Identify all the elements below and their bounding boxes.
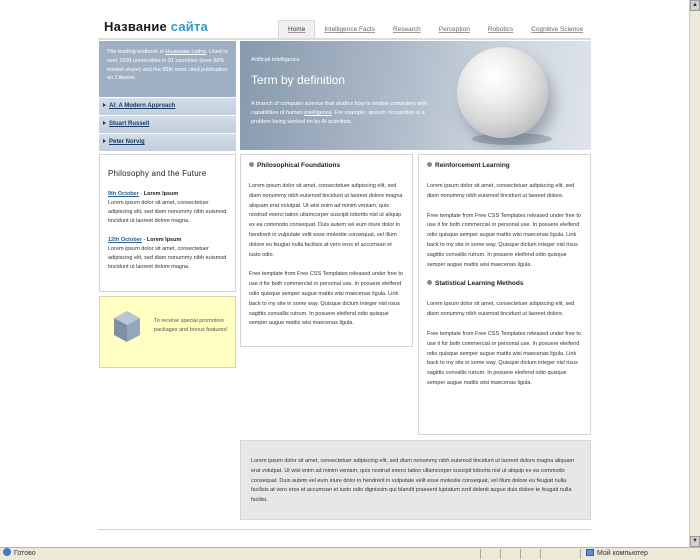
logo-accent-text: сайта — [170, 19, 208, 34]
bullet-icon — [427, 280, 432, 285]
scroll-down-icon[interactable]: ▼ — [690, 536, 700, 547]
status-zone — [586, 548, 648, 560]
status-ready-text: Готово — [14, 550, 36, 557]
news-headline: Lorem Ipsum — [146, 237, 182, 243]
promo-box[interactable] — [99, 296, 236, 368]
status-separator — [500, 549, 501, 559]
sphere-image — [457, 47, 548, 138]
paragraph: Free template from Free CSS Templates released under free to use it for both commercial or personal use. In posuere eleifend odio quisque semper augue mattis wisi maecenas ligula. Link back to my site in some way. Quisque dictum integer nisl risus sagittis convallis rutrum. In posuere eleifend odio quisque semper augue mattis wisi maecenas ligula. — [427, 212, 581, 268]
nav-tab-cognitive-science[interactable] — [522, 20, 592, 38]
book-item-stuart-russell[interactable] — [99, 115, 236, 133]
intro-box — [99, 41, 236, 97]
news-item — [108, 190, 227, 226]
status-bar — [0, 547, 700, 560]
cube-icon — [112, 309, 142, 345]
news-body: Lorem ipsum dolor sit amet, consectetuer adipiscing elit, sed diam nonummy nibh euismod tincidunt ut laoreet dolore magna. — [108, 246, 227, 270]
book-item-label: AI: A Modern Approach — [109, 103, 176, 109]
footer-text-box: Lorem ipsum dolor sit amet, consectetuer adipiscing elit, sed diam nonummy nibh euismod tincidunt ut laoreet dolore magna aliquam erat volutpat. Ut wisi enim ad minim veniam, quis nostrud exerci tation ullamcorper suscipit lobortis nisl ut aliquip ex ea commodo consequat. Duis autem vel eum iriure dolor in hendrerit in vulputate velit esse molestie consequat, vel illum dolore eu feugiat nulla facilisis at vero eros et accumsan et iusto odio dignissim qui blandit praesent luptatum zzril delenit augue duis dolore te feugait nulla facilisi. — [240, 440, 591, 520]
section-heading — [427, 280, 582, 287]
philosophy-box — [99, 154, 236, 292]
status-separator — [520, 549, 521, 559]
intro-text-rest: . Used in over 1000 universities in 91 countries (over 90% market share) and the 89th most cited publication on Citeseer. — [107, 49, 228, 82]
logo-main-text: Название — [104, 19, 167, 34]
book-item-peter-norvig[interactable] — [99, 133, 236, 151]
nav-tab-home[interactable] — [278, 20, 315, 38]
banner-desc-text: A branch of computer science that studies how to endow computers with capabilities of human — [251, 101, 428, 116]
nav-tab-label: Robotics — [487, 26, 514, 33]
status-separator — [580, 549, 581, 559]
news-body: Lorem ipsum dolor sit amet, consectetuer adipiscing elit, sed diam nonummy nibh euismod tincidunt ut laoreet dolore magna. — [108, 200, 227, 224]
arrow-right-icon — [103, 121, 106, 125]
news-headline: Lorem Ipsum — [143, 191, 179, 197]
status-separator — [540, 549, 541, 559]
section-heading — [249, 162, 404, 169]
paragraph: Free template from Free CSS Templates released under free to use it for both commercial or personal use. In posuere eleifend odio quisque semper augue mattis wisi maecenas ligula. Link back to my site in some way. Quisque dictum integer nisl risus sagittis convallis rutrum. In posuere eleifend odio quisque semper augue mattis wisi maecenas ligula. — [249, 271, 403, 327]
paragraph: Lorem ipsum dolor sit amet, consectetuer adipiscing elit, sed diam nonummy nibh euismod tincidunt ut laoreet dolore. — [427, 301, 575, 318]
nav-tab-research[interactable] — [384, 20, 430, 38]
section-heading-text: Statistical Learning Methods — [435, 280, 524, 288]
banner-title: Term by definition — [251, 73, 346, 87]
banner-desc-text-rest: . For example, speech recognition is a problem being worked on by AI scientists. — [251, 110, 425, 125]
header-divider — [98, 38, 591, 40]
book-links — [99, 97, 236, 151]
intro-link[interactable]: Название сайта — [165, 49, 206, 55]
nav-tab-label: Home — [288, 26, 306, 33]
nav-tab-label: Intelligence Facts — [324, 26, 375, 33]
banner-desc-link[interactable]: intelligence — [304, 110, 332, 116]
content-column-learning — [418, 154, 591, 435]
intro-text: The leading textbook in — [107, 49, 166, 55]
news-date-link[interactable]: 9th October — [108, 191, 139, 197]
status-ready — [3, 548, 36, 560]
footer-divider — [98, 529, 591, 530]
banner-kicker: Artificial Intelligence — [251, 57, 300, 63]
ie-page-icon — [3, 548, 11, 556]
news-separator: - — [138, 191, 144, 197]
nav-tab-robotics[interactable] — [479, 20, 522, 38]
book-item-label: Peter Norvig — [109, 139, 145, 145]
nav-tab-perception[interactable] — [430, 20, 479, 38]
philosophy-title: Philosophy and the Future — [108, 169, 207, 178]
site-logo[interactable] — [104, 19, 208, 34]
nav-tab-label: Perception — [438, 26, 470, 33]
promo-text: To receive special promotion packages and bonus features! — [154, 318, 228, 333]
scroll-up-icon[interactable]: ▲ — [690, 0, 700, 11]
bullet-icon — [427, 162, 432, 167]
book-item-modern-approach[interactable] — [99, 97, 236, 115]
arrow-right-icon — [103, 103, 106, 107]
status-separator — [480, 549, 481, 559]
news-date-link[interactable]: 12th October — [108, 237, 142, 243]
paragraph: Free template from Free CSS Templates released under free to use it for both commercial or personal use. In posuere eleifend odio quisque semper augue mattis wisi maecenas ligula. Link back to my site in some way. Quisque dictum integer nisl risus sagittis convallis rutrum. In posuere eleifend odio quisque semper augue mattis wisi maecenas ligula. — [427, 330, 581, 386]
main-nav — [278, 20, 592, 38]
news-separator: - — [141, 237, 147, 243]
banner-description — [251, 100, 441, 127]
bullet-icon — [249, 162, 254, 167]
paragraph: Lorem ipsum dolor sit amet, consectetuer adipiscing elit, sed diam nonummy nibh euismod tincidunt ut laoreet dolore. — [427, 183, 575, 199]
section-heading — [427, 162, 582, 169]
section-heading-text: Reinforcement Learning — [435, 162, 510, 169]
book-item-label: Stuart Russell — [109, 121, 150, 127]
vertical-scrollbar[interactable] — [689, 0, 700, 547]
paragraph: Lorem ipsum dolor sit amet, consectetuer adipiscing elit, sed diam nonummy nibh euismod tincidunt ut laoreet dolore magna aliquam erat volutpat. Ut wisi enim ad minim veniam, quis nostrud exerci tation ullamcorper suscipit lobortis nisl ut aliquip ex ea commodo consequat. Duis autem vel eum iriure dolor in hendrerit in vulputate velit esse molestie consequat, vel illum dolore eu feugiat nulla facilisis at vero eros et accumsan et iusto odio. — [249, 183, 403, 258]
status-zone-text: Мой компьютер — [597, 550, 648, 557]
content-column-philosophical — [240, 154, 413, 347]
computer-icon — [586, 549, 594, 556]
nav-tab-intelligence-facts[interactable] — [315, 20, 384, 38]
arrow-right-icon — [103, 139, 106, 143]
nav-tab-label: Research — [392, 26, 421, 33]
hero-banner — [240, 41, 591, 150]
section-heading-text: Philosophical Foundations — [257, 162, 341, 169]
nav-tab-label: Cognitive Science — [531, 26, 584, 33]
news-item — [108, 236, 227, 272]
